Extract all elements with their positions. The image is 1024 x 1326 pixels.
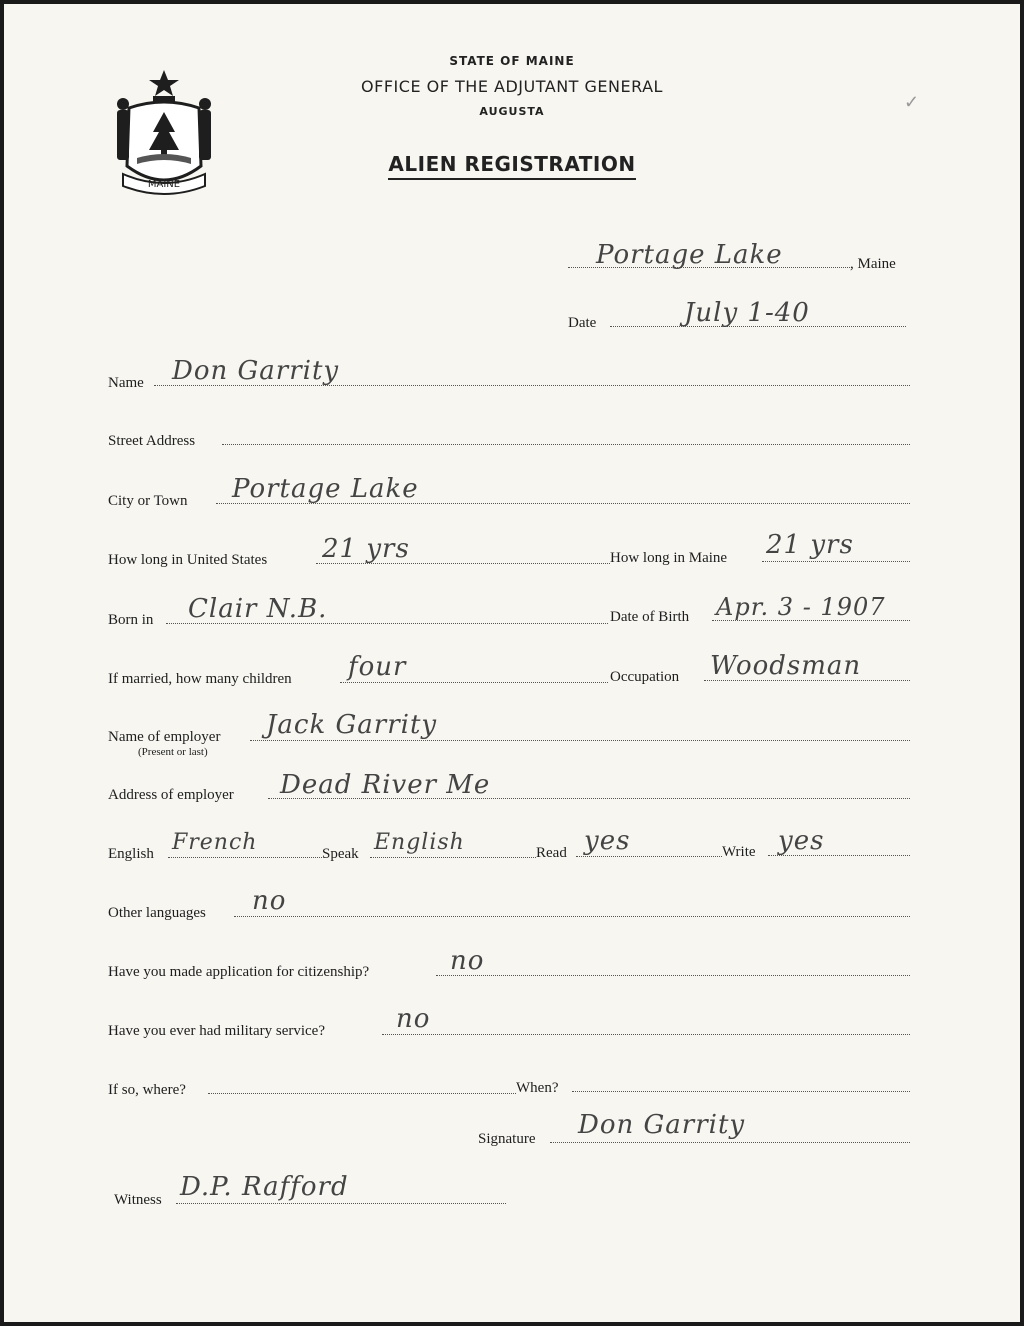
employer-sub-label: (Present or last) [138,746,208,758]
place-value: Portage Lake [596,240,783,270]
signature-value: Don Garrity [578,1110,746,1140]
employer-value: Jack Garrity [266,710,438,740]
city-value: Portage Lake [232,474,419,504]
military-value: no [396,1004,431,1034]
date-value: July 1-40 [684,298,810,328]
employer-label: Name of employer [108,729,221,745]
city-label: City or Town [108,493,188,509]
born-in-value: Clair N.B. [188,594,328,624]
children-value: four [348,652,407,682]
when-label: When? [516,1080,559,1096]
dob-value: Apr. 3 - 1907 [716,593,886,621]
name-label: Name [108,375,144,391]
citizenship-label: Have you made application for citizenship? [108,964,370,980]
english-value: French [172,830,258,855]
citizenship-value: no [450,946,485,976]
office-heading: OFFICE OF THE ADJUTANT GENERAL [361,77,663,96]
employer-address-value: Dead River Me [280,770,491,800]
witness-value: D.P. Rafford [180,1172,349,1202]
write-value: yes [778,826,825,856]
witness-label: Witness [114,1192,162,1208]
where-label: If so, where? [108,1082,186,1098]
how-long-us-label: How long in United States [108,552,268,568]
how-long-maine-label: How long in Maine [610,550,728,566]
occupation-value: Woodsman [710,651,862,681]
date-label: Date [568,315,597,331]
other-languages-value: no [252,886,287,916]
children-label: If married, how many children [108,671,292,687]
signature-label: Signature [478,1131,536,1147]
check-mark-icon: ✓ [904,92,920,112]
how-long-maine-value: 21 yrs [766,530,854,560]
read-value: yes [584,826,631,856]
state-heading: STATE OF MAINE [449,54,575,68]
speak-label: Speak [322,846,359,862]
form-title: ALIEN REGISTRATION [4,152,1020,176]
occupation-label: Occupation [610,669,680,685]
name-value: Don Garrity [172,356,340,386]
born-in-label: Born in [108,612,154,628]
employer-address-label: Address of employer [108,787,234,803]
write-label: Write [722,844,756,860]
registration-form [4,4,1023,1322]
english-label: English [108,846,154,862]
maine-label: , Maine [850,256,896,272]
how-long-us-value: 21 yrs [322,534,410,564]
street-label: Street Address [108,433,196,449]
read-label: Read [536,845,567,861]
seal-text: MAINE [147,179,181,190]
city-heading: AUGUSTA [479,105,545,118]
speak-value: English [374,830,465,855]
other-languages-label: Other languages [108,905,206,921]
dob-label: Date of Birth [610,609,690,625]
military-label: Have you ever had military service? [108,1023,325,1039]
